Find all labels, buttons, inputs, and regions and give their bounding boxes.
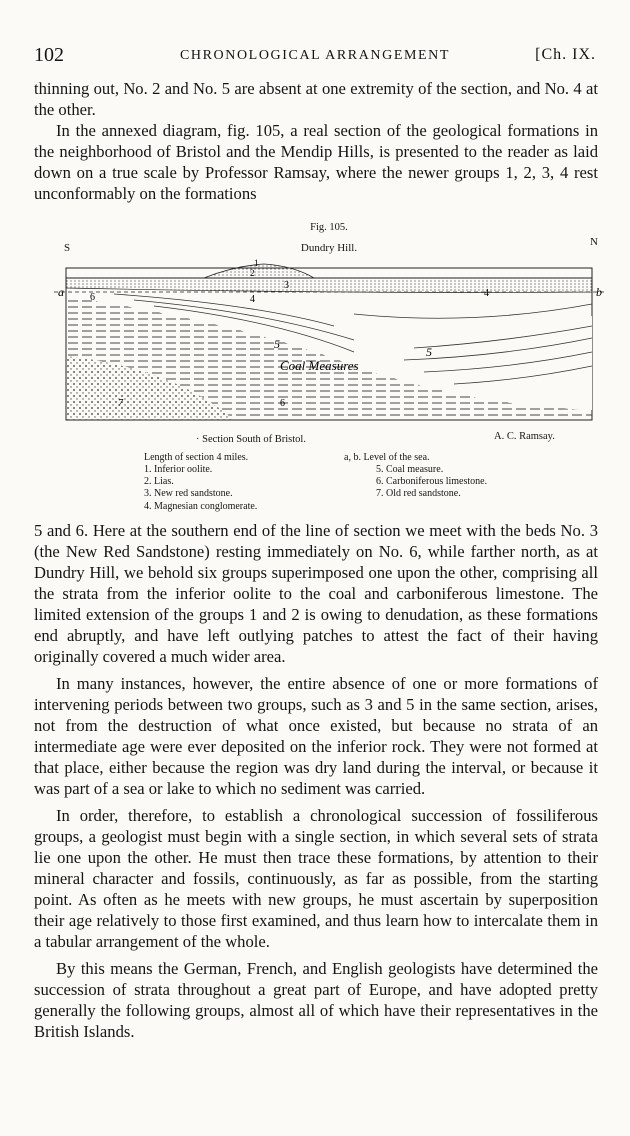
south-marker: S xyxy=(64,242,71,254)
label-4-right: 4 xyxy=(484,288,489,299)
paragraph: 5 and 6. Here at the southern end of the line of section we meet with the beds No. 3 (the New Red Sandstone) resting immediately on No. 6, while farther north, as at Dundry Hill, we behold six groups superimposed one upon the other, comprising all the strata from the inferior oolite to the coal and carboniferous limestone. The limited extension of the groups 1 and 2 is owing to denudation, as these formations end abruptly, and have left outlying patches to attest the fact of their having originally covered a much wider area. xyxy=(34,521,598,666)
coal-measures-label: Coal Measures xyxy=(280,358,359,373)
label-6-left: 6 xyxy=(90,292,95,303)
top-text-block xyxy=(34,78,598,204)
sea-label-a: a xyxy=(58,285,64,299)
figure-caption: · Section South of Bristol. xyxy=(196,434,306,445)
paragraph: By this means the German, French, and English geologists have determined the succession of strata throughout a great part of Europe, and have adopted pretty generally the following groups, almost all of which have their representatives in the British Islands. xyxy=(34,959,598,1041)
chapter-label: [Ch. IX. xyxy=(535,46,596,63)
label-7: 7 xyxy=(118,398,123,409)
label-6-bottom: 6 xyxy=(280,398,285,409)
legend-item: 6. Carboniferous limestone. xyxy=(376,476,488,488)
running-header xyxy=(34,44,596,70)
label-4-left: 4 xyxy=(250,294,255,305)
running-title: CHRONOLOGICAL ARRANGEMENT xyxy=(179,48,451,63)
bottom-text-block xyxy=(34,520,598,1042)
figure-credit: A. C. Ramsay. xyxy=(494,431,555,442)
paragraph: In order, therefore, to establish a chronological succession of fossiliferous groups, a geologist must begin with a single section, in which several sets of strata lie one upon the other. He must then trace these formations, by attention to their mineral character and fossils, continuously, as far as possible, from the starting point. As often as he meets with new groups, he must ascertain by superposition their age relatively to those first examined, and thus learn how to intercalate them in a tabular arrangement of the whole. xyxy=(34,806,598,951)
sea-level-note: a, b. Level of the sea. xyxy=(344,452,430,463)
paragraph: thinning out, No. 2 and No. 5 are absent at one extremity of the section, and No. 4 at the other. xyxy=(34,79,598,119)
label-5-left: 5 xyxy=(274,337,280,351)
legend-item: 4. Magnesian conglomerate. xyxy=(144,500,258,512)
section-length: Length of section 4 miles. xyxy=(144,452,249,463)
legend-item: 2. Lias. xyxy=(144,476,174,488)
sea-label-b: b xyxy=(596,285,602,299)
label-1: 1 xyxy=(254,258,259,268)
legend-item: 7. Old red sandstone. xyxy=(376,488,461,500)
page-number: 102 xyxy=(34,44,64,66)
legend-left xyxy=(144,464,257,513)
paragraph: In the annexed diagram, fig. 105, a real section of the geological formations in the neighborhood of Bristol and the Mendip Hills, is presented to the reader as laid down on a true scale by Professor Ramsay, where the newer groups 1, 2, 3, 4 rest unconformably on the formations xyxy=(34,121,598,203)
figure-label: Fig. 105. xyxy=(310,222,348,233)
label-3: 3 xyxy=(284,280,289,291)
figure-105 xyxy=(54,222,604,512)
legend-right xyxy=(376,464,487,501)
paragraph: In many instances, however, the entire absence of one or more formations of intervening periods between two groups, such as 3 and 5 in the same section, arises, not from the destruction of what once existed, but because no strata of an intermediate age were ever deposited on the inferior rock. They were not formed at that place, either because the region was dry land during the interval, or because it was part of a sea or lake to which no sediment was carried. xyxy=(34,674,598,798)
north-marker: N xyxy=(590,236,598,248)
legend-item: 1. Inferior oolite. xyxy=(144,464,213,475)
legend-item: 3. New red sandstone. xyxy=(144,488,233,500)
legend-item: 5. Coal measure. xyxy=(376,464,444,475)
dundry-hill-label: Dundry Hill. xyxy=(300,242,358,254)
label-5-right: 5 xyxy=(426,345,432,359)
geological-section-diagram xyxy=(54,256,604,436)
label-2: 2 xyxy=(250,268,255,278)
